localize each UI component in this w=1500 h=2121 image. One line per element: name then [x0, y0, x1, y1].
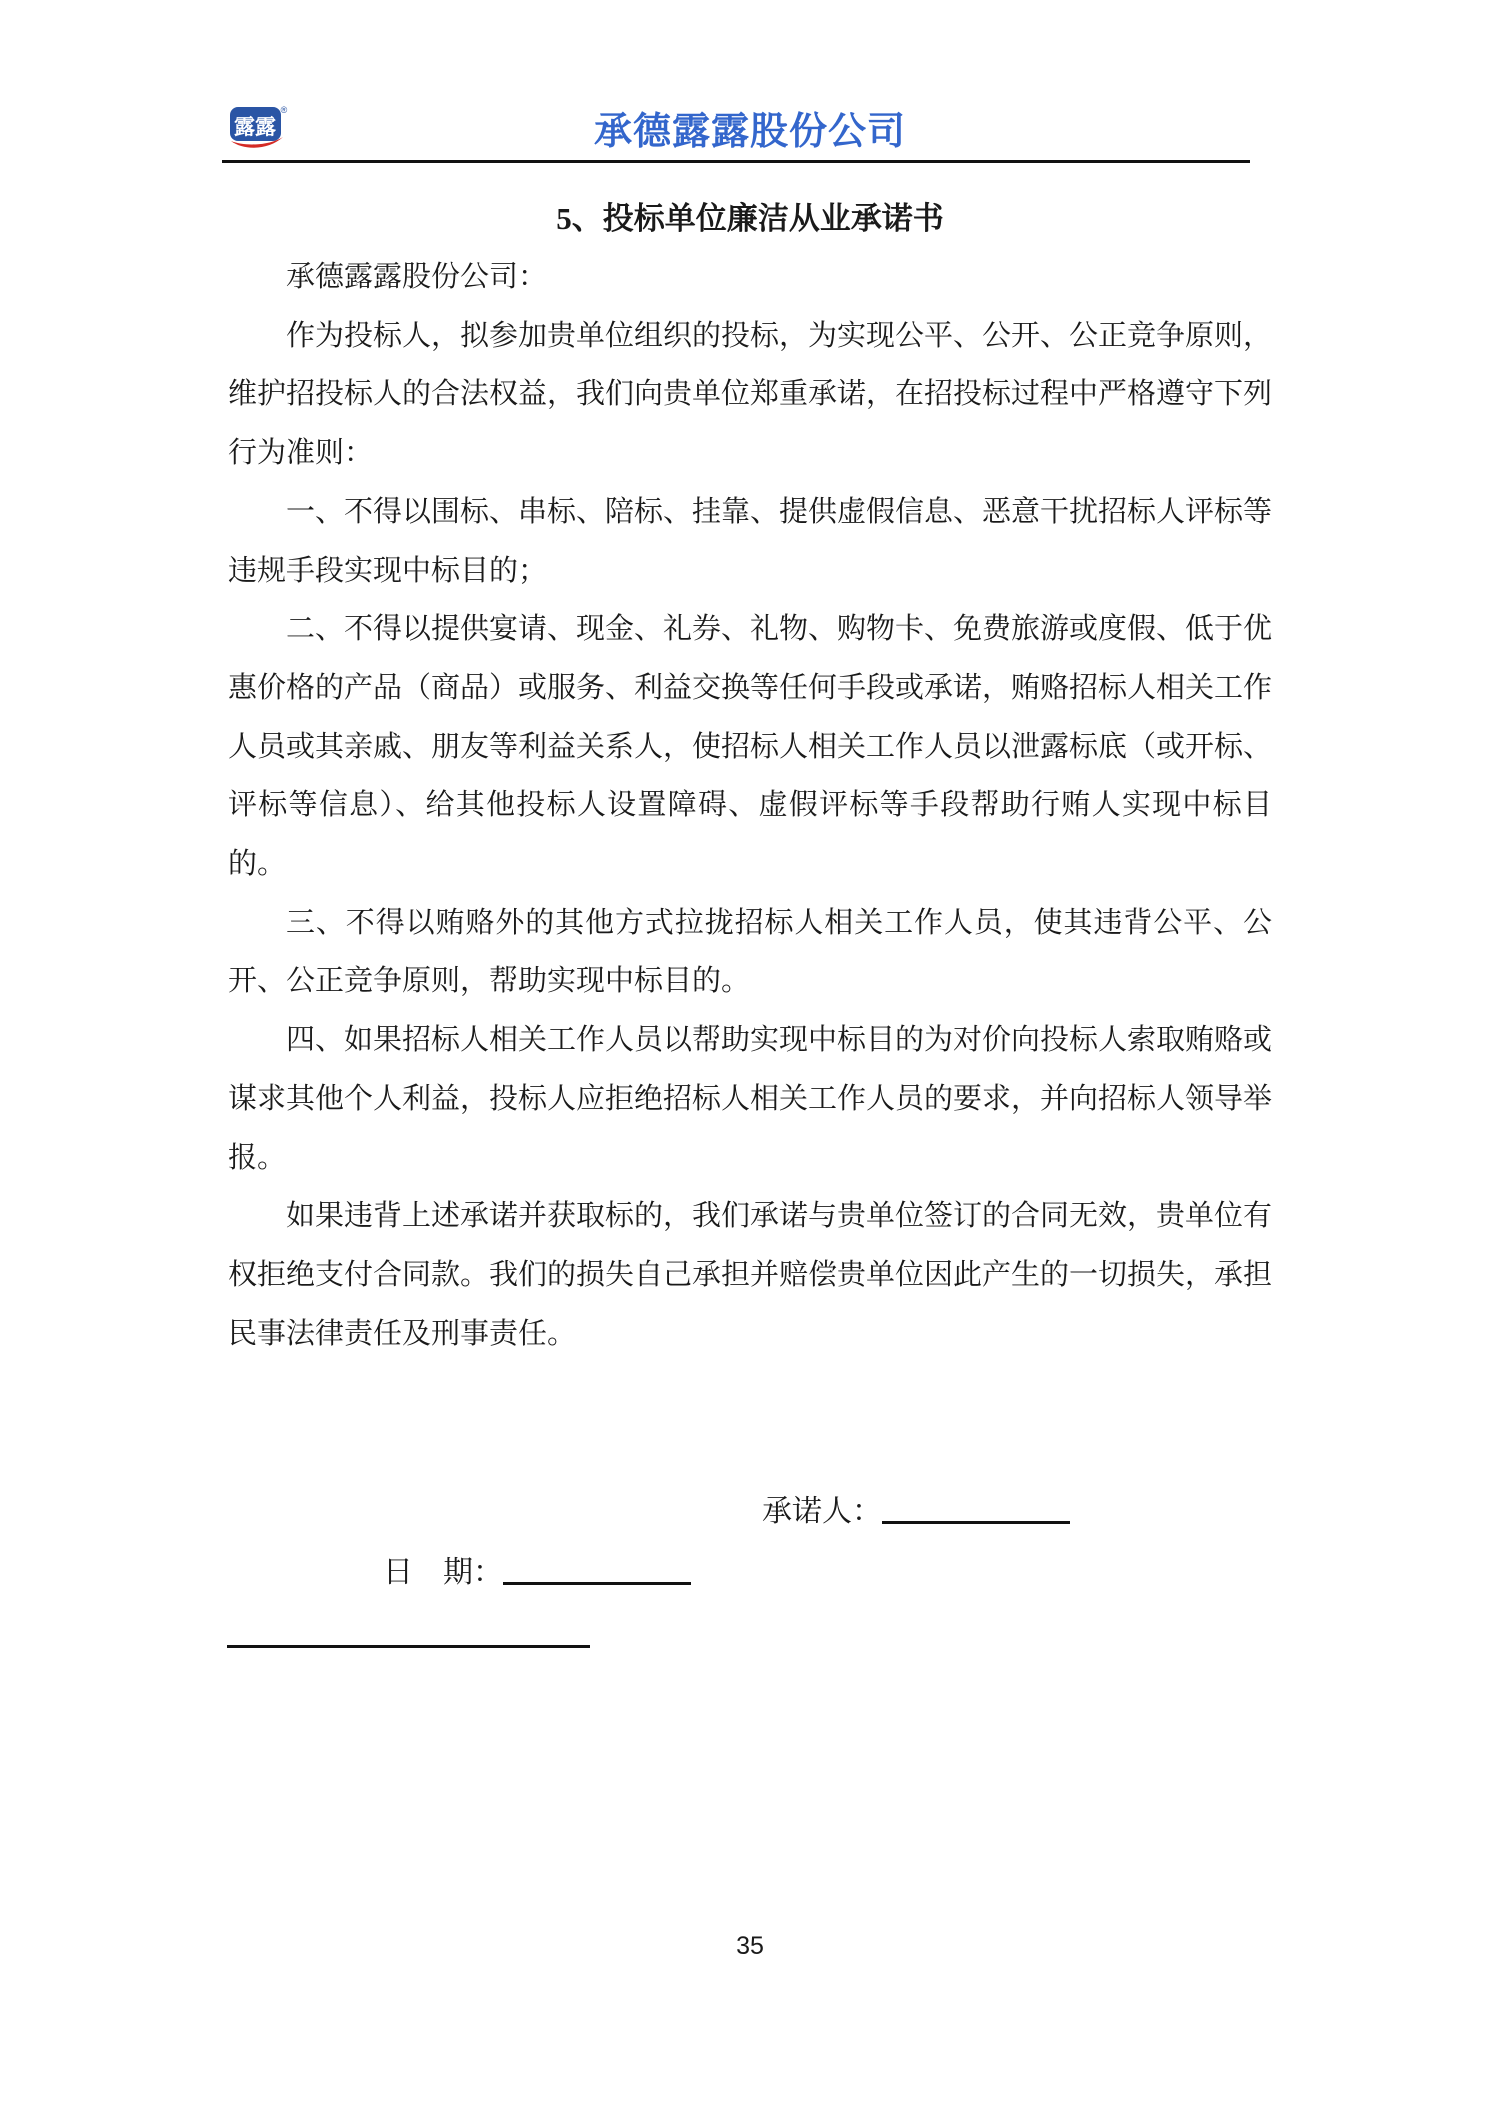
page-number: 35 [736, 1932, 764, 1960]
promisor-row [762, 1492, 1070, 1532]
body-paragraph: 一、不得以围标、串标、陪标、挂靠、提供虚假信息、恶意干扰招标人评标等违规手段实现中标目的； [228, 495, 1273, 587]
body-paragraph: 三、不得以贿赂外的其他方式拉拢招标人相关工作人员，使其违背公平、公开、公正竞争原则，帮助实现中标目的。 [228, 906, 1272, 998]
promisor-label: 承诺人： [762, 1495, 882, 1528]
header-divider [222, 160, 1250, 163]
body-paragraph: 二、不得以提供宴请、现金、礼券、礼物、购物卡、免费旅游或度假、低于优惠价格的产品（商品）或服务、利益交换等任何手段或承诺，贿赂招标人相关工作人员或其亲戚、朋友等利益关系人，使招标人相关工作人员以泄露标底（或开标、评标等信息）、给其他投标人设置障碍、虚假评标等手段帮助行贿人实现中标目的。 [228, 613, 1273, 881]
date-signature-line [503, 1581, 691, 1585]
body-paragraph: 四、如果招标人相关工作人员以帮助实现中标目的为对价向投标人索取贿赂或谋求其他个人利益，投标人应拒绝招标人相关工作人员的要求，并向招标人领导举报。 [228, 1024, 1273, 1174]
document-title: 5、投标单位廉洁从业承诺书 [556, 201, 944, 236]
lulu-logo-text: 露露 [234, 116, 276, 139]
salutation: 承德露露股份公司： [286, 261, 548, 293]
date-label: 日 期： [383, 1556, 503, 1589]
body-paragraph: 作为投标人，拟参加贵单位组织的投标，为实现公平、公开、公正竞争原则，维护招投标人的合法权益，我们向贵单位郑重承诺，在招投标过程中严格遵守下列行为准则： [228, 319, 1273, 470]
body-paragraph: 如果违背上述承诺并获取标的，我们承诺与贵单位签订的合同无效，贵单位有权拒绝支付合同款。我们的损失自己承担并赔偿贵单位因此产生的一切损失，承担民事法律责任及刑事责任。 [228, 1200, 1273, 1350]
date-row [383, 1553, 691, 1593]
footer-divider [227, 1645, 590, 1648]
promisor-signature-line [882, 1520, 1070, 1524]
registered-trademark-icon: ® [280, 105, 288, 115]
document-body [228, 248, 1272, 1363]
company-name: 承德露露股份公司 [593, 111, 906, 153]
